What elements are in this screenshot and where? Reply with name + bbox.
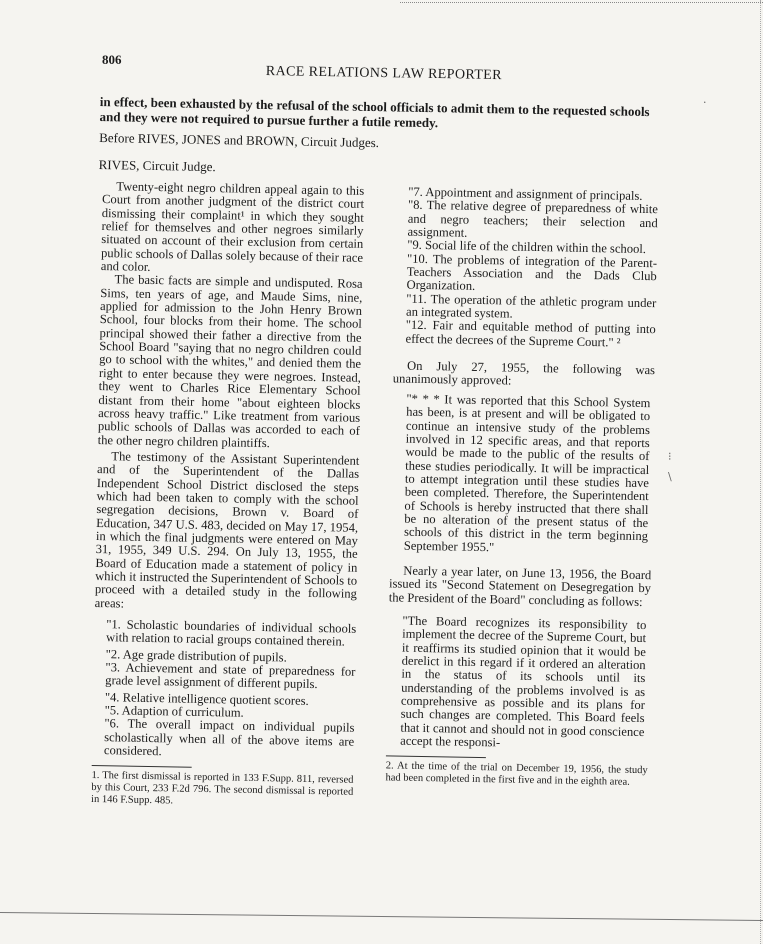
scan-edge-right bbox=[759, 0, 761, 944]
list-item: "11. The operation of the athletic program under an integrated system. bbox=[405, 291, 657, 321]
scan-speck: · bbox=[703, 96, 707, 109]
list-item: "8. The relative degree of preparedness of white and negro teachers; their selection and assignment. bbox=[407, 198, 659, 240]
footnote-rule bbox=[92, 765, 192, 768]
opinion-paragraph: The testimony of the Assistant Superintendent and of the Superintendent of the Dallas Independent School District disclosed the steps which had been taken to comply with the school segregation decisions, Brown v. Board of Education, 347 U.S. 483, decided on May 17, 1954, in which the final judgments were entered on May 31, 1955, 349 U.S. 294. On July 13, 1955, the Board of Education made a statement of policy in which it instructed the Superintendent of Schools to proceed with a detailed study in the following areas: bbox=[94, 449, 360, 611]
judge-line: RIVES, Circuit Judge. bbox=[98, 156, 216, 175]
scan-speck: ⁝ bbox=[668, 450, 672, 463]
list-item: "3. Achievement and state of preparedness for grade level assignment of different pupils. bbox=[105, 660, 356, 692]
right-column bbox=[385, 185, 658, 789]
list-item: "7. Appointment and assignment of principals. bbox=[408, 184, 643, 203]
list-item: "10. The problems of integration of the Parent-Teachers Association and the Dads Club Organization. bbox=[406, 251, 658, 294]
page-bottom-edge bbox=[0, 912, 763, 931]
footnote-rule bbox=[386, 756, 486, 759]
list-item: "4. Relative intelligence quotient scores. bbox=[104, 689, 309, 708]
opinion-paragraph: The basic facts are simple and undisputed. Rosa Sims, ten years of age, and Maude Sims, nine, applied for admission to the John Henry Brown School, four blocks from their home. The school principal showed their father a directive from the School Board "saying that no negro children could go to school with the whites," and denied them the right to enter because they were negroes. Instead, they went to Charles Rice Elementary School distant from their home "about eighteen blocks across heavy traffic." Like treatment from various public schools of Dallas was accorded to each of the other negro children plaintiffs. bbox=[97, 272, 363, 450]
opinion-paragraph: Twenty-eight negro children appeal again to this Court from another judgment of the district court dismissing their complaint¹ in which they sought relief for themselves and other negroes similarly situated on account of their exclusion from certain public schools of Dallas solely because of their race and color. bbox=[100, 179, 365, 275]
page-content bbox=[85, 94, 660, 910]
scan-speck: \ bbox=[668, 470, 672, 483]
list-item: "9. Social life of the children within the school. bbox=[407, 238, 647, 257]
footnote-2: 2. At the time of the trial on December 19, 1956, the study had been completed in the first five and in the eighth area. bbox=[385, 760, 648, 789]
study-areas-list-continued bbox=[393, 185, 658, 350]
footnote-1: 1. The first dismissal is reported in 133 F.Supp. 811, reversed by this Court, 233 F.2d 796. The second dismissal is reported in 146 F.Supp. 485. bbox=[90, 770, 354, 807]
list-item: "2. Age grade distribution of pupils. bbox=[105, 646, 287, 665]
block-quote: "* * * It was reported that this School System has been, is at present and will be obligated to continue an intensive study of the problems involved in 12 specific areas, and that reports would be made to the public of the results of these studies periodically. It will be impractical to attempt integration until these studies have been completed. Therefore, the Superintendent of Schools is hereby instructed that there shall be no alteration of the present status of the schools of this district in the term beginning September 1955." bbox=[403, 391, 651, 554]
list-item: "6. The overall impact on individual pupils scholastically when all of the above items are considered. bbox=[103, 716, 355, 759]
study-areas-list bbox=[92, 618, 357, 762]
list-item: "12. Fair and equitable method of putting into effect the decrees of the Supreme Court." ² bbox=[405, 318, 656, 350]
two-column-body bbox=[85, 180, 658, 910]
opinion-paragraph: Nearly a year later, on June 13, 1956, the Board issued its "Second Statement on Desegregation by the President of the Board" concluding as follows: bbox=[388, 563, 652, 609]
scan-edge-top bbox=[400, 2, 763, 3]
list-item: "5. Adaption of curriculum. bbox=[104, 703, 244, 720]
left-column bbox=[91, 180, 364, 811]
headnote: in effect, been exhausted by the refusal of the school officials to admit them to the requested schools and they were not required to pursue further a futile remedy. bbox=[99, 94, 650, 131]
before-line: Before RIVES, JONES and BROWN, Circuit Judges. bbox=[99, 129, 380, 151]
block-quote: "The Board recognizes its responsibility to implement the decree of the Supreme Court, but it reaffirms its studied opinion that it would be derelict in this regard if it ordered an alteration in the status of its schools until its understanding of the problems involved is as comprehensive as possible and its plans for such changes are completed. This Board feels that it cannot and should not in good conscience accept the responsi- bbox=[400, 613, 647, 750]
page-number: 806 bbox=[102, 52, 122, 67]
opinion-paragraph: On July 27, 1955, the following was unanimously approved: bbox=[392, 358, 656, 389]
running-head: RACE RELATIONS LAW REPORTER bbox=[265, 64, 503, 84]
list-item: "1. Scholastic boundaries of individual schools with relation to racial groups contained therein. bbox=[105, 617, 357, 649]
